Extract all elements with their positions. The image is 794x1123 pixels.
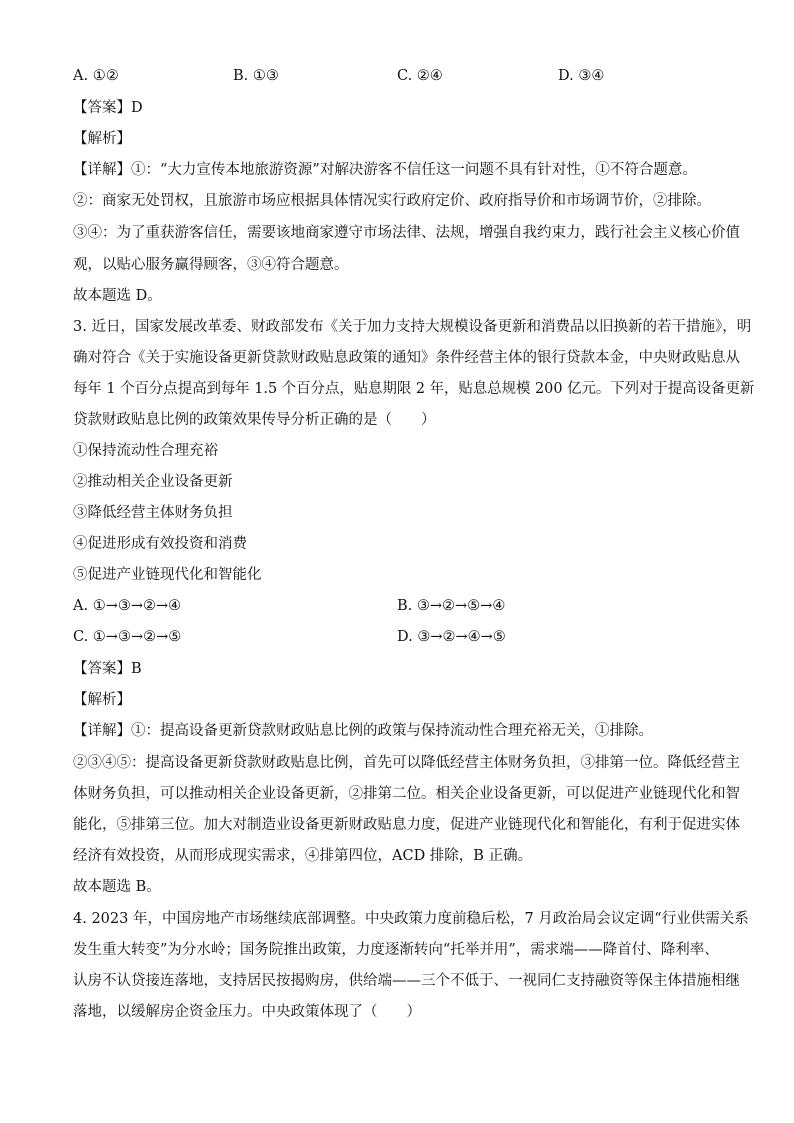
q3-option-c: C. ①→③→②→⑤	[73, 629, 182, 645]
q2-option-b: B. ①③	[233, 68, 279, 84]
q2-answer: 【答案】D	[73, 100, 143, 116]
q3-detail-line: 能化，⑤排第三位。加大对制造业设备更新财政贴息力度，促进产业链现代化和智能化，有利于促进实体	[73, 817, 740, 833]
q3-option-a: A. ①→③→②→④	[73, 598, 182, 614]
q3-stem-line: 每年 1 个百分点提高到每年 1.5 个百分点，贴息期限 2 年，贴息总规模 200 亿元。下列对于提高设备更新	[73, 381, 755, 397]
q3-conclusion: 故本题选 B。	[73, 879, 161, 895]
q2-option-d: D. ③④	[558, 68, 605, 84]
q3-option-d: D. ③→②→④→⑤	[397, 629, 506, 645]
q3-answer: 【答案】B	[73, 661, 142, 677]
q3-analysis-label: 【解析】	[73, 692, 131, 708]
q2-detail-line: ②：商家无处罚权，且旅游市场应根据具体情况实行政府定价、政府指导价和市场调节价，②排除。	[73, 193, 711, 209]
q2-analysis-label: 【解析】	[73, 131, 131, 147]
q3-stem-line: 确对符合《关于实施设备更新贷款财政贴息政策的通知》条件经营主体的银行贷款本金，中央财政贴息从	[73, 350, 740, 366]
q3-stem-line: 贷款财政贴息比例的政策效果传导分析正确的是（ ）	[73, 412, 436, 428]
q3-item: ③降低经营主体财务负担	[73, 505, 233, 521]
q4-stem-line: 发生重大转变”为分水岭；国务院推出政策，力度逐渐转向“托举并用”，需求端——降首付、降利率、	[73, 942, 719, 958]
q3-item: ①保持流动性合理充裕	[73, 443, 218, 459]
q2-option-c: C. ②④	[397, 68, 443, 84]
q2-detail-line: 【详解】①：“大力宣传本地旅游资源”对解决游客不信任这一问题不具有针对性，①不符合题意。	[73, 162, 697, 178]
q2-conclusion: 故本题选 D。	[73, 288, 162, 304]
q2-option-a: A. ①②	[73, 68, 119, 84]
q2-detail-line: 观，以贴心服务赢得顾客，③④符合题意。	[73, 257, 349, 273]
q3-detail-line: 体财务负担，可以推动相关企业设备更新，②排第二位。相关企业设备更新，可以促进产业链现代化和智	[73, 786, 740, 802]
q3-item: ②推动相关企业设备更新	[73, 474, 233, 490]
q3-item: ⑤促进产业链现代化和智能化	[73, 567, 262, 583]
q3-stem-line: 3. 近日，国家发展改革委、财政部发布《关于加力支持大规模设备更新和消费品以旧换新的若干措施》，明	[73, 319, 752, 335]
q3-detail-line: ②③④⑤：提高设备更新贷款财政贴息比例，首先可以降低经营主体财务负担，③排第一位。降低经营主	[73, 755, 740, 771]
q4-stem-line: 4. 2023 年，中国房地产市场继续底部调整。中央政策力度前稳后松，7 月政治局会议定调“行业供需关系	[73, 911, 749, 927]
q3-detail-line: 【详解】①：提高设备更新贷款财政贴息比例的政策与保持流动性合理充裕无关，①排除。	[73, 723, 653, 739]
q3-item: ④促进形成有效投资和消费	[73, 536, 247, 552]
q4-stem-line: 落地，以缓解房企资金压力。中央政策体现了（ ）	[73, 1004, 421, 1020]
q3-detail-line: 经济有效投资，从而形成现实需求，④排第四位，ACD 排除，B 正确。	[73, 848, 533, 864]
q2-detail-line: ③④：为了重获游客信任，需要该地商家遵守市场法律、法规，增强自我约束力，践行社会主义核心价值	[73, 225, 740, 241]
q4-stem-line: 认房不认贷接连落地，支持居民按揭购房，供给端——三个不低于、一视同仁支持融资等保主体措施相继	[73, 973, 740, 989]
q3-option-b: B. ③→②→⑤→④	[397, 598, 506, 614]
